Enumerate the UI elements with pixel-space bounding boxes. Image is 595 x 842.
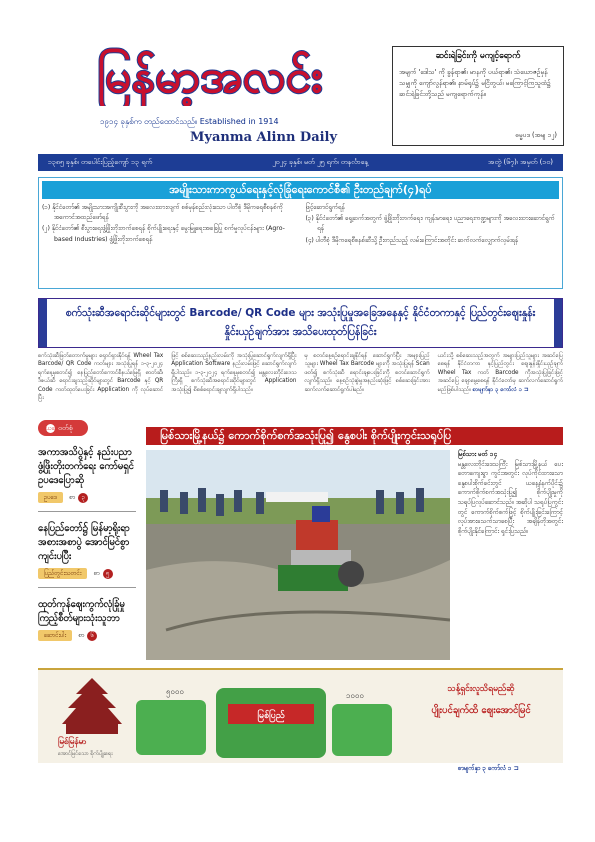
objectives-box [38, 177, 563, 289]
article-col: မှ စတင်နေ့စဉ်ရောင်းချနိုင်ရန် ဆောင်ရွက်ပြီး အများပြည်သူများ Wheel Tax Barcode များကို အသုံးပြုရန် Scan ဖတ်၍ စက်သုံးဆီ ရောင်းချပေးခြင်းကို စတင်ဆောင်ရွက်လျက်ရှိသည်။ နေ့စဉ်သုံးစွဲမှုအနည်းဆုံးဖြင့် စစ်ဆေးခြင်းအား ဆက်လက်ဆောင်ရွက်ပါမည်။ [304, 353, 430, 393]
ad-tagline: အောင်မြင်သော စိုက်ပျိုးရေး [58, 751, 113, 757]
main-story-headline: မြစ်သားမြို့နယ်၌ ကောက်စိုက်စက်အသုံးပြု၍ နွေစပါး စိုက်ပျိုးကွင်းသရုပ်ပြ [146, 427, 563, 445]
divider [38, 587, 136, 588]
divider [38, 511, 136, 512]
newspaper-logo [38, 40, 383, 106]
established-line: ၁၉၁၄ ခုနှစ်က တည်ထောင်သည်။ Established in 1914 [100, 117, 279, 126]
english-title: Myanma Alinn Daily [190, 130, 338, 145]
fuel-barcode-article [38, 352, 563, 412]
objective-item: (၁) နိုင်ငံတော်၏ အမျိုးသားအကျိုးစီးပွားကို အလေးထားလျက် စစ်မှန်စည်းလုံးသော ပါတီစုံ ဒီမိုကရေစီစနစ်ကို အကောင်အထည်ဖော်ရန် [42, 204, 283, 222]
masthead [38, 40, 383, 150]
ad-brand-name: မြစ်မြန်မာ [58, 737, 87, 746]
quote-body: အမျက် 'ဒေါသ' ကို ခွန်ရာ၏၊ မာနကို ပယ်ရာ၏၊ သံယောဇဉ်မှန်သမျှကို ကျော်လွန်ရာ၏၊ နာမ်ရုပ်၌ မငြိတွယ်၊ မကြောင့်ကြသူထံ၌ ဆင်းရဲခြင်းတို့သည် မကျရောက်ကုန်။ [399, 68, 551, 98]
objective-item: (၄) ပါတီစုံ ဒီမိုကရေစီစနစ်ဆီသို့ ဦးတည်သည့် လမ်းကြောင်းအတိုင်း ဆက်လက်လျှောက်လှမ်းရန် [305, 236, 519, 244]
page-number-badge: ၅ [103, 569, 113, 579]
sidebar-item[interactable] [38, 446, 136, 512]
fuel-barcode-headline: စက်သုံးဆီအရောင်းဆိုင်များတွင် Barcode/ QR Code များ အသုံးပြုမှုအခြေအနေနှင့် နိုင်ငံတကာနှင့် ပြည်တွင်းဈေးနှုန်းနှိုင်းယှဉ်ချက်အား အသိပေးထုတ်ပြန်ခြင်း [65, 307, 536, 338]
banner-band-left [39, 299, 47, 347]
objectives-headline: အမျိုးသားကာကွယ်ရေးနှင့်လုံခြုံရေးကောင်စီ၏ ဦးတည်ချက်(၄)ရပ် [42, 181, 559, 199]
product-label: မြစ်ပြည် [257, 711, 285, 721]
sidebar-item-page [78, 631, 97, 641]
article-col: ဖြင့် စစ်ဆေးသည့်နည်းလမ်းကို အသုံးပြုဆောင်ရွက်လျက်ရှိပြီး Application Software နည်းလမ်းဖြင့် ဆောင်ရွက်လျက်ရှိပါသည်။ ၁-၃-၂၀၂၄ ရက်နေ့မှစတင်၍ မန္တလေးတိုင်းဒေသကြီးရှိ စက်သုံးဆီအရောင်းဆိုင်များတွင် Application အသုံးပြု၍ စိစစ်ရောင်းချလျက်ရှိပါသည်။ [171, 353, 297, 393]
sidebar-item-tag: ဥပဒေ [38, 492, 63, 503]
objectives-col-right [306, 203, 560, 247]
banner-band-right [554, 299, 562, 347]
sidebar-badge: ယနေ့ [46, 425, 59, 432]
quote-title: ဆင်းရဲခြင်းကို မကျင့်ရောက် [435, 51, 521, 61]
ad-copy-line: သန့်ရှင်းလူသိရမည်ဆို [447, 684, 515, 694]
page-label: စာ [93, 568, 100, 577]
main-story-continued[interactable]: စာမျက်နှာ ၃ ကော်လံ ၁ ⊐ [458, 765, 519, 772]
main-story-body [458, 450, 563, 663]
objective-item: (၂) နိုင်ငံတော်၏ စီးပွားရေးဖွံ့ဖြိုးတိုးတက်စေရန် စိုက်ပျိုးရေးနှင့် မွေးမြူရေးအခြေပြု စက်မှုလုပ်ငန်းများ (Agro-based Industries) ဖွံ့ဖြိုးတိုးတက်စေရန် [42, 225, 285, 243]
sidebar-header-label: ဝတ်စုံ [58, 424, 73, 432]
dateline-bar [38, 154, 563, 171]
page-label: စာ [68, 492, 76, 501]
advertisement [38, 668, 563, 763]
page-label: စာ [78, 630, 85, 639]
rice-transplanter-photo [146, 450, 450, 660]
sidebar-item-tag: ပြည်တွင်းသတင်း [38, 568, 87, 579]
article-col-text: ယင်းသို့ စစ်ဆေးသည့်အတွက် အများပြည်သူများ အဆင်ပြေစေရန် နိုင်ငံတကာ နှင့်ပြည်တွင်း ဈေးနှုန်းနှိုင်းယှဉ်ချက် Wheel Tax ကတ် Barcode ကိုအသုံးပြုခြင်းဖြင့် အဆင်ပြေ ချောမွေ့စေရန် နိုင်ငံတော်မှ ဆက်လက်ဆောင်ရွက်မည်ဖြစ်ပါသည်။ [437, 353, 563, 393]
dateline-gregorian-date: ၂၀၂၄ ခုနှစ်၊ မတ် ၂၅ ရက်၊ တနင်္လာနေ့ [272, 157, 369, 166]
sidebar-header [38, 420, 88, 436]
objective-item: ဖြင့်ဆောင်ရွက်ရန် [305, 204, 345, 211]
ad-copy-line: ပျိုးပင်ချက်ထိ ဈေးအောင်မြင် [431, 705, 531, 716]
sidebar-item[interactable] [38, 522, 136, 588]
quote-source: ဓမ္မပဒ (အမျ ၁၂) [515, 131, 557, 139]
fuel-barcode-banner [38, 298, 563, 348]
sidebar-item-tag: ဆောင်းပါး [38, 630, 72, 641]
sidebar-item[interactable] [38, 598, 136, 641]
sidebar-item-page [93, 569, 112, 579]
sidebar-item-page [69, 493, 88, 503]
page-number-badge: ၆ [87, 631, 97, 641]
page-number-badge: ၃ [78, 493, 88, 503]
quote-box [392, 46, 564, 146]
main-story-byline: မြစ်သား မတ် ၁၄ [458, 451, 497, 458]
article-col [438, 352, 563, 412]
logo-text: မြန်မာ့အလင်း [97, 49, 323, 103]
dateline-myanmar-date: ၁၃၈၅ ခုနှစ်၊ တပေါင်းပြည့်ကျော် ၁၃ ရက် [48, 157, 153, 166]
product-label: ၅၀၀၀ [166, 687, 184, 696]
ad-copy [406, 684, 556, 718]
objectives-col-left [42, 203, 296, 247]
article-continued[interactable]: စာမျက်နှာ ၃ ကော်လံ ၁ ⊐ [472, 386, 529, 393]
article-col: စက်သုံးဆီဖြတ်တောက်မှုများ ရှောင်ရှားနိုင်ရန် Wheel Tax Barcode/ QR Code ကတ်များ အသုံးပြုရန် ၁-၃-၂၀၂၄ ရက်နေ့မှစတင်၍ နေပြည်တော်ကောင်စီနယ်မြေရှိ ဓာတ်ဆီ၊ ဒီဇယ်ဆီ ရောင်းချသည့်ဆိုင်များတွင် Barcode နှင့် QR Code ကတ်ထုတ်ပေးခြင်း Application ကို လုပ်ဆောင်ပြီး [38, 353, 164, 402]
objective-item: (၃) နိုင်ငံတော်၏ ရှေ့ဆက်အတွက် ဖွံ့ဖြိုးတိုးတက်ရေး၊ ကျန်းမာရေး၊ ပညာရေးကဏ္ဍများကို အလေးထားဆောင်ရွက်ရန် [305, 215, 555, 233]
main-story-text: မန္တလေးတိုင်းဒေသကြီး မြစ်သားမြို့နယ် ပေးတောကျေးရွာ ကွင်းအတွင်း လုပ်ကိုင်ထားသော နွေစပါးစိုက်ခင်းတွင် ယနေ့နံနက်ပိုင်း၌ ကောက်စိုက်စက်အသုံးပြု၍ စိုက်ပျိုးမှုကို သရုပ်ပြလုပ်ဆောင်သည်။ အဆိုပါ သရုပ်ပြကွင်းတွင် ကောက်စိုက်စက်ဖြင့် စိုက်ပျိုးခြင်းကြောင့် လုပ်အားခသက်သာစေပြီး အချိန်တိုအတွင်း စိုက်ပျိုးနိုင်ကြောင်း ရှင်းပြသည်။ [458, 460, 563, 535]
dateline-volume: အတွဲ (၆၇)၊ အမှတ် (၁၀) [488, 157, 553, 166]
sidebar-item-title: ထုတ်ကုန်ဈေးကွက်လုံခြုံမှု ကြည့်စီတ်များသုံးသူဘာ [38, 599, 125, 624]
sidebar-item-title: နေပြည်တော်၌ မြန်မာ့ရိုးရာအစားအစာပွဲ အောင်မြင်စွာ ကျင်းပပြီး [38, 523, 130, 562]
product-packages [136, 670, 396, 763]
product-label: ၁၀၀၀ [346, 691, 364, 700]
sidebar-item-title: အကာအသိပွဲနှင့် နည်းပညာဖွံ့ဖြိုးတိုးတက်ရေး ကော်မရှင်ဥပဒေပြောဆို [38, 447, 134, 486]
brand-emblem [46, 672, 138, 762]
